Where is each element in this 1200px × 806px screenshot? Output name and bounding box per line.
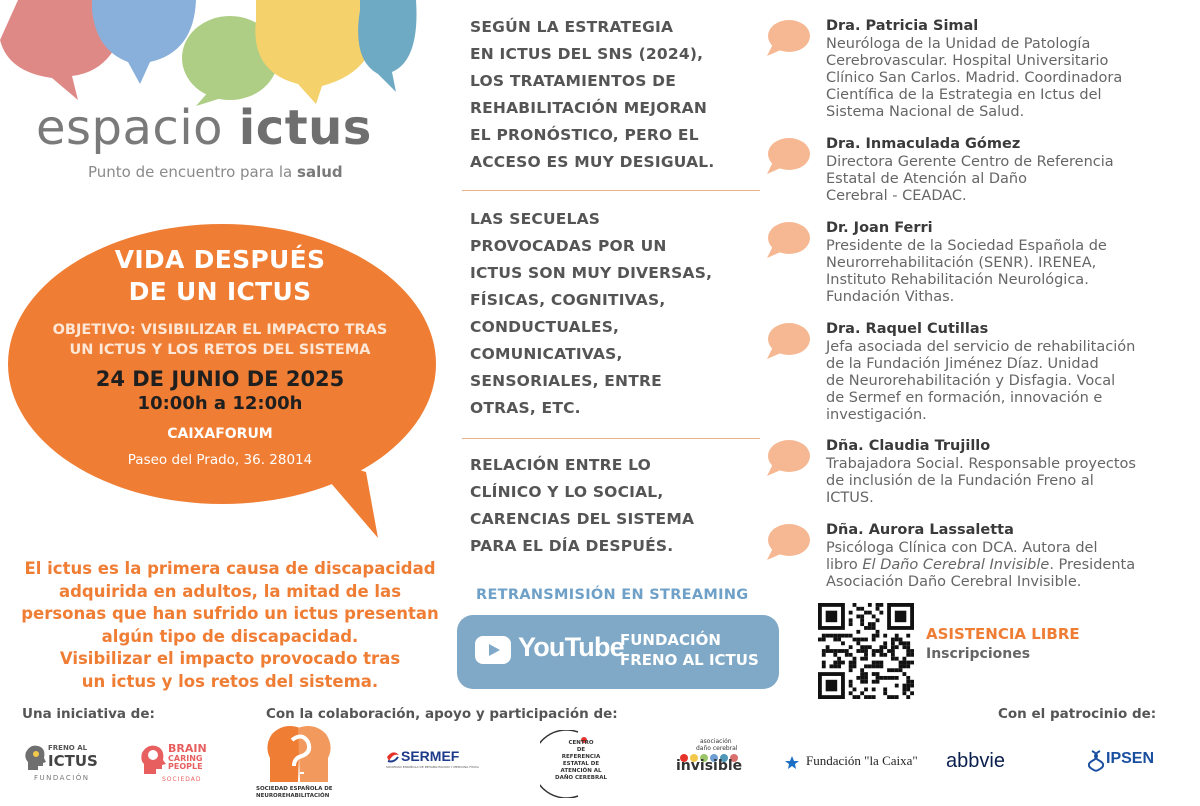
brain-caring-people-logo[interactable] (140, 742, 220, 788)
topic-line: LOS TRATAMIENTOS DE (470, 72, 677, 90)
speaker-desc-line: investigación. (826, 407, 927, 423)
topic-line: SENSORIALES, ENTRE (470, 372, 662, 390)
sponsor-label: Con el patrocinio de: (998, 706, 1157, 722)
ceadac-line: ATENCIÓN AL (560, 768, 602, 774)
speaker-name: Dra. Patricia Simal (826, 18, 979, 34)
speaker-name: Dra. Raquel Cutillas (826, 321, 989, 337)
speaker-desc-line: Estatal de Atención al Daño (826, 171, 1027, 187)
topic-line: REHABILITACIÓN MEJORAN (470, 99, 708, 117)
initiative-label: Una iniciativa de: (22, 706, 155, 722)
event-title-line2: DE UN ICTUS (128, 277, 312, 306)
topic-line: COMUNICATIVAS, (470, 345, 623, 363)
speaker-description (826, 339, 1191, 424)
brand-name-light: espacio (36, 100, 224, 156)
topic-line: FÍSICAS, COGNITIVAS, (470, 291, 666, 309)
speaker-desc-line: de la Fundación Jiménez Díaz. Unidad (826, 356, 1099, 372)
event-title-line1: VIDA DESPUÉS (114, 245, 326, 274)
summary-text (14, 558, 446, 693)
speaker-desc-line: Fundación Vithas. (826, 289, 955, 305)
summary-line: Visibilizar el impacto provocado tras (59, 649, 401, 668)
brain-text-1: BRAIN (168, 742, 207, 755)
registration-link[interactable]: Inscripciones (926, 646, 1031, 662)
bubble-teal-shape (358, 0, 416, 92)
head-icon (24, 744, 46, 772)
summary-line: El ictus es la primera causa de discapacidad (24, 559, 436, 578)
youtube-play-icon (475, 636, 511, 664)
topic-line: RELACIÓN ENTRE LO (470, 456, 652, 474)
ceadac-line: DAÑO CEREBRAL (555, 775, 607, 781)
tagline-prefix: Punto de encuentro para la (88, 163, 293, 181)
invisible-logo[interactable] (672, 738, 752, 778)
speaker-description (826, 540, 1191, 591)
tagline-bold: salud (297, 163, 343, 181)
brand-name-bold: ictus (238, 100, 372, 156)
event-objective (20, 320, 420, 360)
topic-line: OTRAS, ETC. (470, 399, 581, 417)
senr-text-1: SOCIEDAD ESPAÑOLA DE (256, 786, 333, 792)
topic-divider (462, 438, 760, 439)
registration-title: ASISTENCIA LIBRE (926, 625, 1080, 643)
speaker-desc-line: Científica de la Estrategia en Ictus del (826, 87, 1102, 103)
brain-text-3: PEOPLE (168, 762, 203, 771)
speech-bubble-icon (765, 220, 811, 260)
ceadac-line: REFERENCIA (561, 754, 601, 760)
topic-line: ICTUS SON MUY DIVERSAS, (470, 264, 713, 282)
summary-line: personas que han sufrido un ictus presentan (21, 604, 439, 623)
topic-sequelae (470, 206, 770, 422)
book-title: El Daño Cerebral Invisible (862, 557, 1050, 573)
speaker-desc-line: Psicóloga Clínica con DCA. Autora del (826, 540, 1098, 556)
speech-bubble-icon (765, 18, 811, 58)
speaker-desc-line: Neuróloga de la Unidad de Patología (826, 36, 1091, 52)
event-title (20, 244, 420, 308)
topic-line: ACCESO ES MUY DESIGUAL. (470, 153, 715, 171)
speaker-desc-line: de inclusión de la Fundación Freno al (826, 473, 1094, 489)
event-objective-line2: UN ICTUS Y LOS RETOS DEL SISTEMA (69, 342, 371, 358)
topic-line: PARA EL DÍA DESPUÉS. (470, 537, 674, 555)
speaker-desc-line: ICTUS. (826, 490, 874, 506)
speaker-desc-line: de Sermef en formación, innovación e (826, 390, 1103, 406)
speaker-name: Dña. Aurora Lassaletta (826, 522, 1014, 538)
speaker-name: Dra. Inmaculada Gómez (826, 136, 1021, 152)
bubble-blue-shape (92, 0, 196, 84)
youtube-channel-name (620, 630, 759, 670)
freno-top-text: FRENO AL (48, 744, 88, 752)
speech-bubble-icon (765, 321, 811, 361)
brain-sub-text: SOCIEDAD (162, 776, 202, 783)
event-objective-line1: OBJETIVO: VISIBILIZAR EL IMPACTO TRAS (52, 322, 388, 338)
abbvie-logo[interactable] (946, 750, 1036, 776)
ceadac-logo[interactable] (540, 730, 620, 798)
brand-tagline (88, 163, 343, 181)
sermef-sub-text: SOCIEDAD ESPAÑOLA DE REHABILITACIÓN Y MEDICINA FÍSICA (386, 765, 479, 769)
logo-speech-bubbles (0, 0, 440, 110)
sermef-logo[interactable] (386, 748, 486, 772)
speaker-name: Dña. Claudia Trujillo (826, 438, 991, 454)
ipsen-logo[interactable] (1088, 748, 1178, 776)
topic-line: LAS SECUELAS (470, 210, 601, 228)
ipsen-helix-icon (1088, 750, 1104, 772)
event-time: 10:00h a 12:00h (137, 393, 303, 414)
invisible-top1: asociación (700, 738, 732, 745)
youtube-wordmark: YouTube (518, 632, 624, 662)
speaker-desc-line (826, 557, 1191, 574)
ceadac-line: ESTATAL DE (562, 761, 600, 767)
invisible-main: invisible (676, 758, 743, 774)
topic-strategy (470, 14, 770, 176)
speaker-desc-line: Directora Gerente Centro de Referencia (826, 154, 1114, 170)
speaker-desc-line: Trabajadora Social. Responsable proyectos (826, 456, 1136, 472)
speaker-desc-fragment: . Presidenta (1049, 557, 1136, 573)
ceadac-text (552, 740, 610, 782)
event-venue: CAIXAFORUM (167, 426, 273, 442)
speaker-description (826, 36, 1191, 121)
topic-line: SEGÚN LA ESTRATEGIA (470, 18, 674, 36)
speaker-description (826, 238, 1191, 306)
freno-al-ictus-logo[interactable] (24, 742, 98, 788)
la-caixa-text: Fundación "la Caixa" (806, 753, 918, 768)
qr-code[interactable] (818, 603, 914, 699)
brain-head-icon (140, 744, 166, 776)
summary-line: algún tipo de discapacidad. (101, 626, 359, 646)
speaker-desc-line: Asociación Daño Cerebral Invisible. (826, 574, 1082, 590)
caixa-star-icon (782, 754, 802, 770)
streaming-label: RETRANSMISIÓN EN STREAMING (476, 587, 749, 603)
brand-logo-text (36, 100, 372, 156)
channel-line2: FRENO AL ICTUS (620, 651, 759, 669)
ipsen-text: IPSEN (1106, 750, 1155, 767)
topic-line: PROVOCADAS POR UN (470, 237, 667, 255)
summary-line: un ictus y los retos del sistema. (81, 671, 379, 691)
event-date: 24 DE JUNIO DE 2025 (95, 367, 345, 391)
senr-emblem (262, 724, 336, 784)
speech-bubble-icon (765, 136, 811, 176)
topic-line: EL PRONÓSTICO, PERO EL (470, 126, 699, 144)
abbvie-text: abbvie (946, 750, 1005, 772)
speaker-desc-line: Cerebrovascular. Hospital Universitario (826, 53, 1109, 69)
speaker-desc-line: Sistema Nacional de Salud. (826, 104, 1025, 120)
speaker-description (826, 154, 1191, 205)
summary-line: adquirida en adultos, la mitad de las (58, 581, 402, 601)
channel-line1: FUNDACIÓN (620, 631, 721, 649)
event-address: Paseo del Prado, 36. 28014 (127, 452, 313, 468)
speaker-desc-line: Cerebral - CEADAC. (826, 188, 967, 204)
senr-text-2: NEUROREHABILITACIÓN (256, 793, 330, 799)
speaker-description (826, 456, 1191, 507)
brain-text-2: CARING (168, 754, 203, 763)
sermef-text: SERMEF (401, 748, 460, 764)
topic-clinical-social (470, 452, 770, 560)
speaker-desc-line: de Neurorehabilitación y Disfagia. Vocal (826, 373, 1116, 389)
speaker-desc-fragment: libro (826, 557, 858, 573)
speaker-desc-line: Instituto Rehabilitación Neurológica. (826, 272, 1089, 288)
speaker-desc-line: Neurorrehabilitación (SENR). IRENEA, (826, 255, 1097, 271)
event-details (20, 244, 420, 470)
freno-main-text: ICTUS (48, 752, 98, 770)
topic-line: CARENCIAS DEL SISTEMA (470, 510, 695, 528)
ceadac-line: CENTRO (568, 740, 594, 746)
la-caixa-logo[interactable] (782, 752, 922, 774)
topic-divider (462, 190, 760, 191)
speaker-desc-line: Clínico San Carlos. Madrid. Coordinadora (826, 70, 1123, 86)
sermef-swoosh-icon (386, 749, 400, 763)
ceadac-line: DE (576, 747, 586, 753)
topic-line: CONDUCTUALES, (470, 318, 620, 336)
speech-bubble-icon (765, 438, 811, 478)
speaker-desc-line: Presidente de la Sociedad Española de (826, 238, 1107, 254)
collaboration-label: Con la colaboración, apoyo y participación de: (266, 706, 618, 722)
senr-logo[interactable] (256, 724, 346, 804)
speech-bubble-icon (765, 522, 811, 562)
freno-sub-text: FUNDACIÓN (34, 774, 90, 782)
speaker-desc-line: Jefa asociada del servicio de rehabilitación (826, 339, 1136, 355)
topic-line: EN ICTUS DEL SNS (2024), (470, 45, 704, 63)
invisible-top2: daño cerebral (696, 745, 738, 752)
speaker-name: Dr. Joan Ferri (826, 220, 933, 236)
topic-line: CLÍNICO Y LO SOCIAL, (470, 483, 664, 501)
